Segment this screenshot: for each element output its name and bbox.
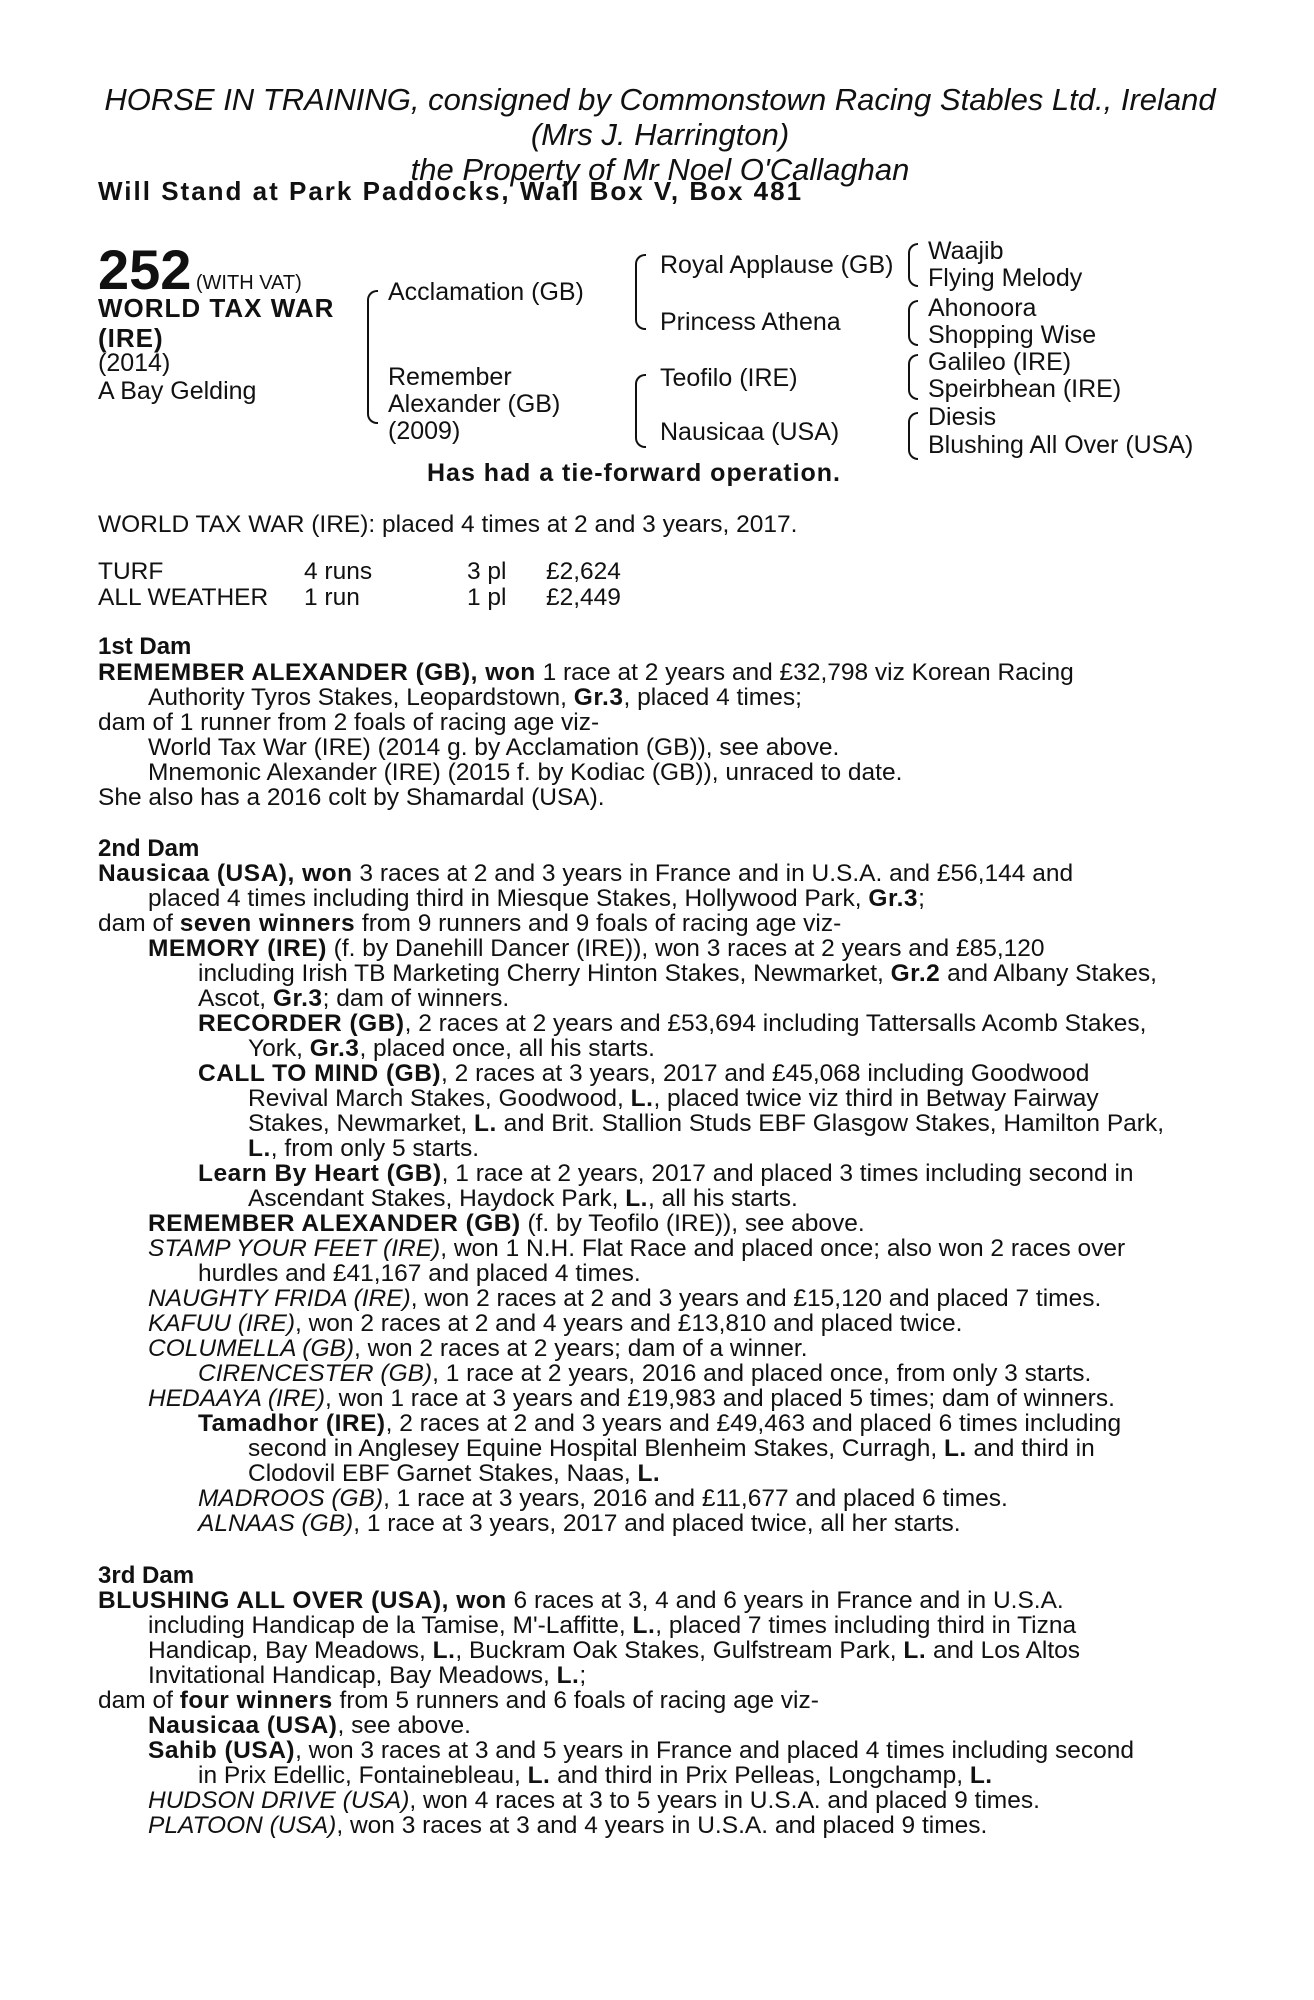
dam-name-line2: Alexander (GB): [388, 390, 561, 418]
pedigree-dds: Diesis: [928, 403, 997, 431]
pedigree-brace-dam: [635, 374, 646, 448]
produce-learn-by-heart: Learn By Heart (GB), 1 race at 2 years, 2017 and placed 3 times including second in: [198, 1160, 1134, 1187]
vat-label: (WITH VAT): [195, 272, 302, 294]
produce-tamadhor: Tamadhor (IRE), 2 races at 2 and 3 years and £49,463 and placed 6 times including: [198, 1410, 1122, 1437]
produce-sahib: Sahib (USA), won 3 races at 3 and 5 years in France and placed 4 times including second: [148, 1737, 1134, 1764]
foaling-year: (2014): [98, 349, 171, 377]
produce-platoon: PLATOON (USA), won 3 races at 3 and 4 years in U.S.A. and placed 9 times.: [148, 1812, 988, 1839]
first-dam-line1: REMEMBER ALEXANDER (GB), won 1 race at 2 years and £32,798 viz Korean Racing: [98, 659, 1074, 686]
third-dam-line1: BLUSHING ALL OVER (USA), won 6 races at 3, 4 and 6 years in France and in U.S.A.: [98, 1587, 1064, 1614]
produce-stamp-your-feet-line2: hurdles and £41,167 and placed 4 times.: [198, 1260, 641, 1287]
first-dam-foal: Mnemonic Alexander (IRE) (2015 f. by Kodiac (GB)), unraced to date.: [148, 759, 903, 786]
horse-name-line1: WORLD TAX WAR: [98, 293, 335, 323]
pedigree-ddd: Blushing All Over (USA): [928, 431, 1194, 459]
produce-tamadhor-line2: second in Anglesey Equine Hospital Blenheim Stakes, Curragh, L. and third in: [248, 1435, 1095, 1462]
record-surface: TURF: [98, 558, 164, 585]
produce-memory: MEMORY (IRE) (f. by Danehill Dancer (IRE)), won 3 races at 2 years and £85,120: [148, 935, 1045, 962]
trainer-line: (Mrs J. Harrington): [530, 117, 790, 152]
second-dam-produce: dam of seven winners from 9 runners and 9 foals of racing age viz-: [98, 910, 842, 937]
produce-call-to-mind: CALL TO MIND (GB), 2 races at 3 years, 2017 and £45,068 including Goodwood: [198, 1060, 1090, 1087]
dam-name: REMEMBER ALEXANDER (GB): [98, 659, 471, 686]
dam-name-line1: Remember: [388, 363, 512, 391]
sire-name: Acclamation (GB): [388, 278, 584, 306]
stand-location: Will Stand at Park Paddocks, Wall Box V, Box 481: [98, 176, 804, 206]
lot-number: 252: [98, 238, 192, 301]
first-dam-note: She also has a 2016 colt by Shamardal (USA).: [98, 784, 605, 811]
pedigree-brace-gen1: [367, 290, 378, 424]
horse-name-line2: (IRE): [98, 323, 164, 353]
sire-sire: Royal Applause (GB): [660, 251, 894, 279]
horse-description: A Bay Gelding: [98, 377, 257, 405]
record-earnings: £2,449: [546, 584, 621, 611]
dam-sire: Teofilo (IRE): [660, 364, 798, 392]
pedigree-dsd: Speirbhean (IRE): [928, 375, 1122, 403]
produce-call-to-mind-line4: L., from only 5 starts.: [248, 1135, 480, 1162]
record-runs: 4 runs: [304, 558, 373, 585]
first-dam-heading: 1st Dam: [98, 633, 192, 660]
produce-nausicaa: Nausicaa (USA), see above.: [148, 1712, 471, 1739]
lot-block: [98, 238, 302, 301]
pedigree-brace-dd: [908, 412, 918, 460]
dam-year: (2009): [388, 417, 461, 445]
pedigree-brace-ds: [908, 354, 918, 400]
second-dam-line1: Nausicaa (USA), won 3 races at 2 and 3 years in France and in U.S.A. and £56,144 and: [98, 860, 1074, 887]
pedigree-dss: Galileo (IRE): [928, 348, 1072, 376]
race-summary: WORLD TAX WAR (IRE): placed 4 times at 2 and 3 years, 2017.: [98, 511, 798, 538]
produce-memory-line3: Ascot, Gr.3; dam of winners.: [198, 985, 510, 1012]
owner-line: the Property of Mr Noel O'Callaghan: [410, 152, 910, 187]
record-placed: 3 pl: [467, 558, 507, 585]
produce-tamadhor-line3: Clodovil EBF Garnet Stakes, Naas, L.: [248, 1460, 661, 1487]
pedigree-sds: Ahonoora: [928, 294, 1037, 322]
produce-memory-line2: including Irish TB Marketing Cherry Hinton Stakes, Newmarket, Gr.2 and Albany Stakes,: [198, 960, 1157, 987]
first-dam-produce: dam of 1 runner from 2 foals of racing age viz-: [98, 709, 600, 736]
produce-columella: COLUMELLA (GB), won 2 races at 2 years; dam of a winner.: [148, 1335, 808, 1362]
produce-hudson-drive: HUDSON DRIVE (USA), won 4 races at 3 to 5 years in U.S.A. and placed 9 times.: [148, 1787, 1040, 1814]
operation-note: Has had a tie-forward operation.: [427, 459, 842, 487]
second-dam-heading: 2nd Dam: [98, 835, 200, 862]
produce-call-to-mind-line3: Stakes, Newmarket, L. and Brit. Stallion Studs EBF Glasgow Stakes, Hamilton Park,: [248, 1110, 1165, 1137]
pedigree-ssd: Flying Melody: [928, 264, 1083, 292]
first-dam-line2: Authority Tyros Stakes, Leopardstown, Gr.3, placed 4 times;: [148, 684, 802, 711]
third-dam-produce: dam of four winners from 5 runners and 6 foals of racing age viz-: [98, 1687, 819, 1714]
produce-alnaas: ALNAAS (GB), 1 race at 3 years, 2017 and placed twice, all her starts.: [198, 1510, 961, 1537]
record-earnings: £2,624: [546, 558, 621, 585]
third-dam-line3: Handicap, Bay Meadows, L., Buckram Oak Stakes, Gulfstream Park, L. and Los Altos: [148, 1637, 1081, 1664]
produce-recorder: RECORDER (GB), 2 races at 2 years and £53,694 including Tattersalls Acomb Stakes,: [198, 1010, 1147, 1037]
produce-sahib-line2: in Prix Edellic, Fontainebleau, L. and third in Prix Pelleas, Longchamp, L.: [198, 1762, 993, 1789]
pedigree-brace-sd: [908, 300, 918, 346]
record-placed: 1 pl: [467, 584, 507, 611]
produce-recorder-line2: York, Gr.3, placed once, all his starts.: [248, 1035, 655, 1062]
record-runs: 1 run: [304, 584, 360, 611]
pedigree-sss: Waajib: [928, 237, 1004, 265]
third-dam-line2: including Handicap de la Tamise, M'-Laffitte, L., placed 7 times including third in Tizna: [148, 1612, 1077, 1639]
second-dam-line2: placed 4 times including third in Miesque Stakes, Hollywood Park, Gr.3;: [148, 885, 925, 912]
produce-kafuu: KAFUU (IRE), won 2 races at 2 and 4 years and £13,810 and placed twice.: [148, 1310, 963, 1337]
first-dam-foal: World Tax War (IRE) (2014 g. by Acclamation (GB)), see above.: [148, 734, 840, 761]
pedigree-sdd: Shopping Wise: [928, 321, 1097, 349]
third-dam-line4: Invitational Handicap, Bay Meadows, L.;: [148, 1662, 587, 1689]
sire-dam: Princess Athena: [660, 308, 841, 336]
produce-stamp-your-feet: STAMP YOUR FEET (IRE), won 1 N.H. Flat Race and placed once; also won 2 races over: [148, 1235, 1126, 1262]
third-dam-heading: 3rd Dam: [98, 1562, 195, 1589]
produce-hedaaya: HEDAAYA (IRE), won 1 race at 3 years and £19,983 and placed 5 times; dam of winners.: [148, 1385, 1115, 1412]
produce-call-to-mind-line2: Revival March Stakes, Goodwood, L., placed twice viz third in Betway Fairway: [248, 1085, 1099, 1112]
dam-dam: Nausicaa (USA): [660, 418, 840, 446]
produce-cirencester: CIRENCESTER (GB), 1 race at 2 years, 2016 and placed once, from only 3 starts.: [198, 1360, 1092, 1387]
record-surface: ALL WEATHER: [98, 584, 269, 611]
consignor-line: HORSE IN TRAINING, consigned by Commonstown Racing Stables Ltd., Ireland: [104, 82, 1216, 117]
produce-remember-alexander: REMEMBER ALEXANDER (GB) (f. by Teofilo (IRE)), see above.: [148, 1210, 865, 1237]
produce-naughty-frida: NAUGHTY FRIDA (IRE), won 2 races at 2 and 3 years and £15,120 and placed 7 times.: [148, 1285, 1102, 1312]
produce-madroos: MADROOS (GB), 1 race at 3 years, 2016 and £11,677 and placed 6 times.: [198, 1485, 1008, 1512]
produce-learn-by-heart-line2: Ascendant Stakes, Haydock Park, L., all his starts.: [248, 1185, 798, 1212]
pedigree-brace-ss: [908, 243, 918, 287]
pedigree-brace-sire: [635, 254, 646, 330]
